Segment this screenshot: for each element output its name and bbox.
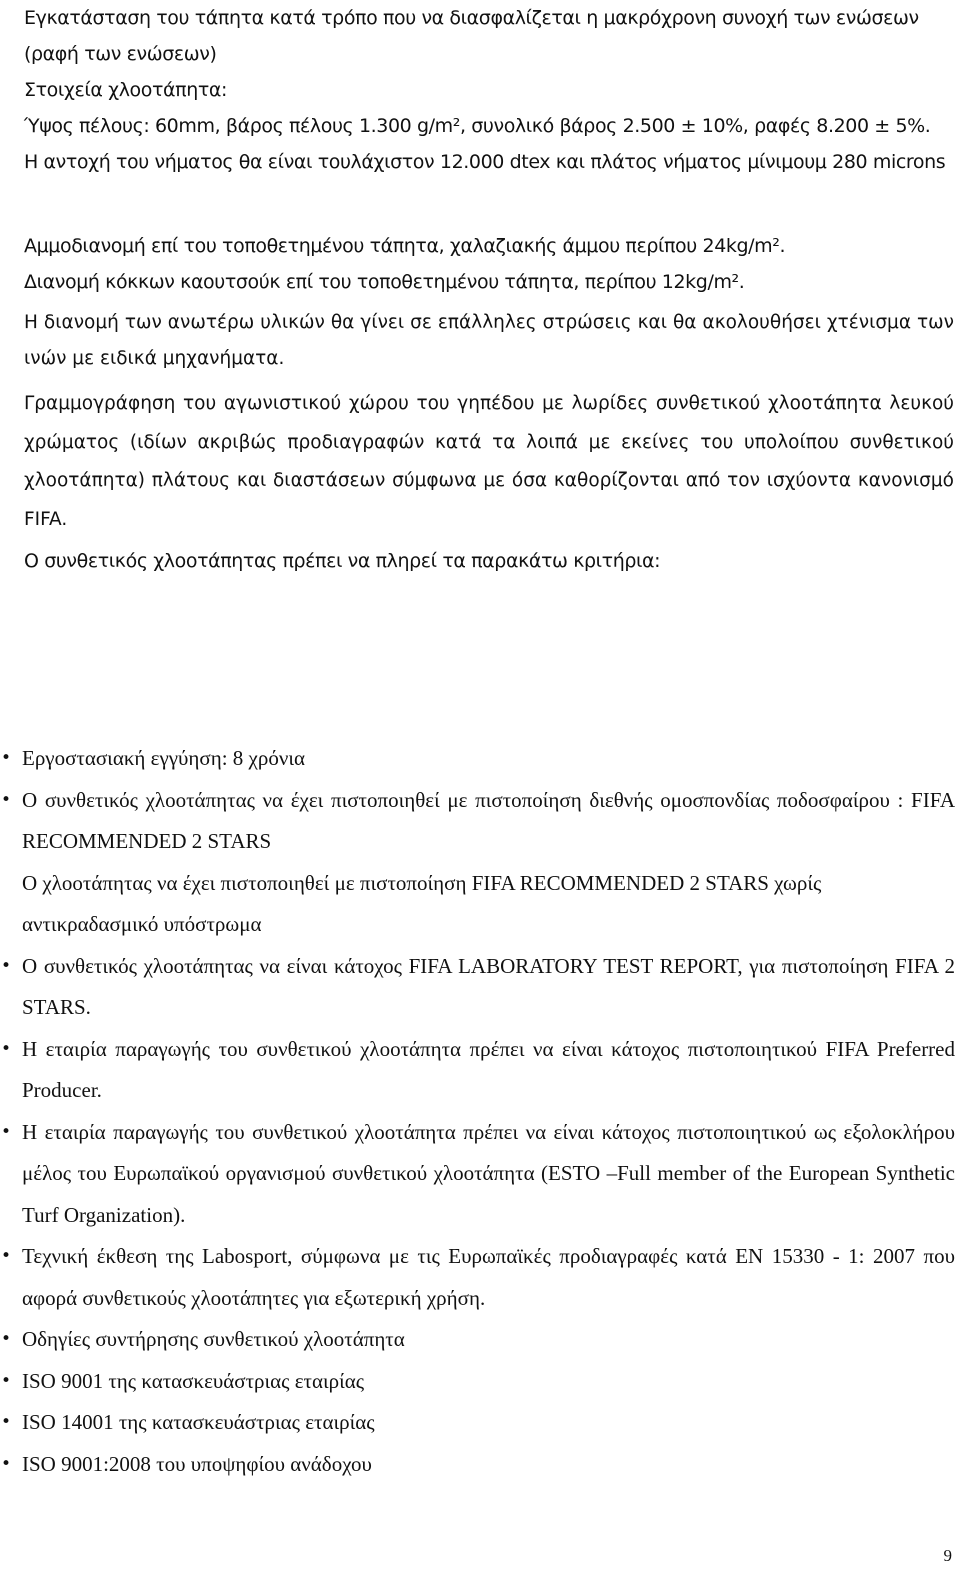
bullet-icon: • [1,748,12,768]
lines-paragraph: Γραμμογράφηση του αγωνιστικού χώρου του γηπέδου με λωρίδες συνθετικού χλοοτάπητα λευκού χρώματος (ιδίων ακριβώς προδιαγραφών κατά τα λοιπά με εκείνες του υπολοίπου συνθετικού χλοοτάπητα) πλάτους και διαστάσεων σύμφωνα με όσα καθορίζονται από τον ισχύοντα κανονισμό FIFA. [24,393,954,530]
sand-paragraph: Αμμοδιανομή επί του τοποθετημένου τάπητα, χαλαζιακής άμμου περίπου 24kg/m². [24,235,786,257]
maintenance-text: Οδηγίες συντήρησης συνθετικού χλοοτάπητα [22,1327,405,1351]
specs-heading: Στοιχεία χλοοτάπητα: [24,79,228,101]
iso9001-2008-text: ISO 9001:2008 του υποψηφίου ανάδοχου [22,1451,372,1476]
lab-report-text: Ο συνθετικός χλοοτάπητας να είναι κάτοχος FIFA LABORATORY TEST REPORT, για πιστοποίηση FIFA 2 STARS. [22,953,955,1019]
specs-paragraph: Ύψος πέλους: 60mm, βάρος πέλους 1.300 g/m², συνολικό βάρος 2.500 ± 10%, ραφές 8.200 ± 5%. Η αντοχή του νήματος θα είναι τουλάχιστον 12.000 dtex και πλάτος νήματος μίνιμουμ 280 microns [24,115,946,173]
iso14001-text: ISO 14001 της κατασκευάστριας εταιρίας [22,1410,375,1434]
fifa-cert-text: Ο συνθετικός χλοοτάπητας να έχει πιστοποιηθεί με πιστοποίηση διεθνής ομοσπονδίας ποδοσφαίρου : FIFA RECOMMENDED 2 STARS [22,787,955,853]
esto-text: Η εταιρία παραγωγής του συνθετικού χλοοτάπητα πρέπει να είναι κάτοχος πιστοποιητικού ως εξολοκλήρου μέλος του Ευρωπαϊκού οργανισμού συνθετικού χλοοτάπητα (ESTO –Full member of the European Synthetic Turf Organization). [22,1119,955,1227]
bullet-icon: • [1,1121,12,1142]
bullet-icon: • [1,1038,12,1059]
layers-paragraph: Η διανομή των ανωτέρω υλικών θα γίνει σε επάλληλες στρώσεις και θα ακολουθήσει χτένισμα των ινών με ειδικά μηχανήματα. [24,312,954,369]
list-item [0,780,955,946]
list-item [0,1029,955,1112]
labosport-text: Τεχνική έκθεση της Labosport, σύμφωνα με τις Ευρωπαϊκές προδιαγραφές κατά EN 15330 - 1: 2007 που αφορά συνθετικούς χλοοτάπητες για εξωτερική χρήση. [22,1244,955,1310]
bullet-icon: • [1,789,12,810]
installation-paragraph: Εγκατάσταση του τάπητα κατά τρόπο που να διασφαλίζεται η μακρόχρονη συνοχή των ενώσεων (ραφή των ενώσεων) [24,7,919,65]
bullet-icon: • [1,1453,12,1474]
list-item [0,738,955,780]
list-item [0,1319,955,1361]
bullet-icon: • [1,955,12,976]
bullet-icon: • [1,1329,12,1349]
list-item [0,1402,955,1444]
list-item [0,1236,955,1319]
list-item [0,1444,955,1486]
criteria-heading: Ο συνθετικός χλοοτάπητας πρέπει να πληρεί τα παρακάτω κριτήρια: [24,550,661,572]
page-number: 9 [943,1546,952,1565]
warranty-text: Εργοστασιακή εγγύηση: 8 χρόνια [22,746,305,770]
bullet-icon: • [1,1412,12,1432]
bullet-icon: • [1,1370,12,1391]
criteria-list [0,738,955,1485]
rubber-paragraph: Διανομή κόκκων καουτσούκ επί του τοποθετημένου τάπητα, περίπου 12kg/m². [24,271,745,293]
iso9001-text: ISO 9001 της κατασκευάστριας εταιρίας [22,1368,365,1393]
fifa-cert-no-underlay-text: Ο χλοοτάπητας να έχει πιστοποιηθεί με πιστοποίηση FIFA RECOMMENDED 2 STARS χωρίς αντικραδασμικό υπόστρωμα [22,870,822,936]
list-item [0,1361,955,1403]
bullet-icon: • [1,1246,12,1266]
list-item [0,946,955,1029]
list-item [0,1112,955,1237]
preferred-producer-text: Η εταιρία παραγωγής του συνθετικού χλοοτάπητα πρέπει να είναι κάτοχος πιστοποιητικού FIFA Preferred Producer. [22,1036,955,1102]
